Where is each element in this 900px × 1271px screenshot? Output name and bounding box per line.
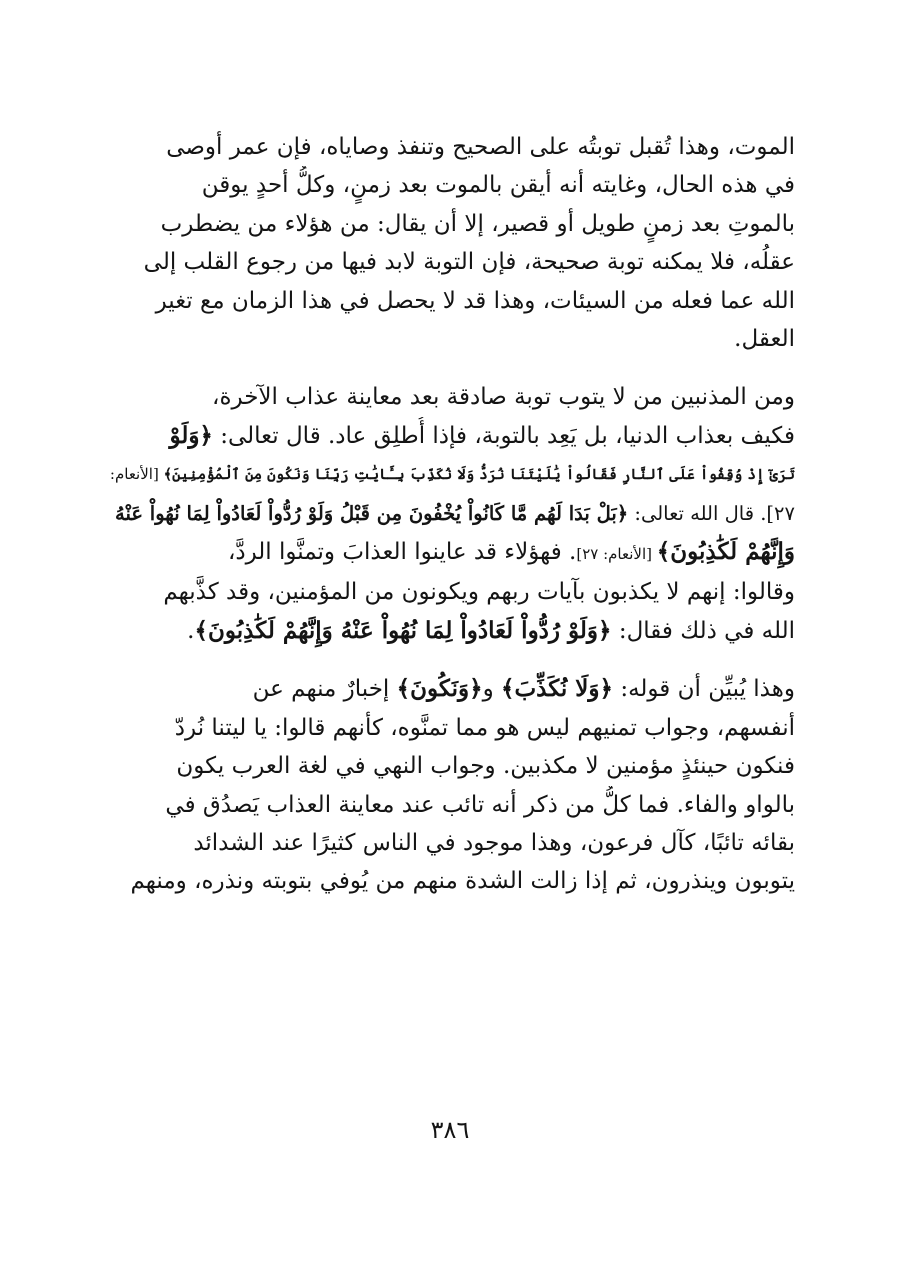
text-segment: ٢٧]. قال الله تعالى: [628, 501, 795, 525]
text-line [105, 495, 795, 533]
text-line [105, 747, 795, 785]
text-segment: . فهؤلاء قد عاينوا العذابَ وتمنَّوا الردَّ، [227, 539, 577, 566]
text-line [105, 166, 795, 204]
quran-verse: تَرَىٰٓ إِذْ وُقِفُواْ عَلَى ٱلنَّارِ فَقَالُواْ يَٰلَيْتَنَا نُرَدُّ وَلَا نُكَذِّبَ بِـَٔايَٰتِ رَبِّنَا وَنَكُونَ مِنَ ٱلْمُؤْمِنِينَ﴾ [163, 466, 795, 484]
text-line [105, 786, 795, 824]
text-segment: فكيف بعذاب الدنيا، بل يَعِد بالتوبة، فإذا أُطلِق عاد. قال تعالى: [212, 422, 795, 449]
text-line [105, 573, 795, 611]
text-line [105, 612, 795, 650]
text-segment: أنفسهم، وجواب تمنيهم ليس هو مما تمنَّوه، كأنهم قالوا: يا ليتنا نُردّ [174, 714, 795, 741]
quran-verse: ﴿وَلَوْ [169, 421, 213, 449]
text-line [105, 243, 795, 281]
text-segment: يتوبون وينذرون، ثم إذا زالت الشدة منهم من يُوفي بتوبته ونذره، ومنهم [130, 868, 795, 895]
text-line [105, 455, 795, 494]
text-segment: بقائه تائبًا، كآل فرعون، وهذا موجود في الناس كثيرًا عند الشدائد [193, 829, 795, 856]
text-line [105, 378, 795, 416]
text-segment: الله عما فعله من السيئات، وهذا قد لا يحصل في هذا الزمان مع تغير [155, 287, 795, 314]
text-segment: وقالوا: إنهم لا يكذبون بآيات ربهم ويكونون من المؤمنين، وقد كذَّبهم [163, 579, 795, 606]
text-line [105, 128, 795, 166]
paragraph [105, 378, 795, 650]
text-segment: الموت، وهذا تُقبل توبتُه على الصحيح وتنفذ وصاياه، فإن عمر أوصى [166, 134, 795, 160]
quran-verse: ﴿وَلَا نُكَذِّبَ﴾ [501, 675, 614, 703]
text-segment: بالواو والفاء. فما كلُّ من ذكر أنه تائب عند معاينة العذاب يَصدُق في [165, 791, 795, 818]
verse-reference: [الأنعام: ٢٧] [576, 545, 657, 564]
text-segment: ومن المذنبين من لا يتوب توبة صادقة بعد معاينة عذاب الآخرة، [212, 384, 795, 411]
text-segment: الله في ذلك فقال: [611, 617, 795, 644]
text-segment: فنكون حينئذٍ مؤمنين لا مكذبين. وجواب النهي في لغة العرب يكون [176, 753, 795, 780]
text-segment: . [187, 617, 195, 644]
quran-verse: ﴿وَلَوْ رُدُّواْ لَعَادُواْ لِمَا نُهُواْ عَنْهُ وَإِنَّهُمْ لَكَٰذِبُونَ﴾ [194, 616, 612, 644]
text-container [105, 128, 795, 901]
text-line [105, 282, 795, 320]
quran-verse: ﴿بَلْ بَدَا لَهُم مَّا كَانُواْ يُخْفُونَ مِن قَبْلُ وَلَوْ رُدُّواْ لَعَادُواْ لِمَا نُهُواْ عَنْهُ [115, 501, 629, 525]
text-line [105, 670, 795, 708]
quran-verse: وَإِنَّهُمْ لَكَٰذِبُونَ﴾ [656, 538, 795, 566]
verse-reference: [الأنعام: [109, 465, 164, 484]
quran-verse: ﴿وَنَكُونَ﴾ [396, 675, 483, 703]
text-line [105, 320, 795, 358]
text-segment: وهذا يُبيِّن أن قوله: [613, 676, 795, 703]
paragraph [105, 670, 795, 900]
text-line [105, 709, 795, 747]
text-line [105, 862, 795, 900]
text-segment: في هذه الحال، وغايته أنه أيقن بالموت بعد زمنٍ، وكلُّ أحدٍ يوقن [201, 172, 795, 199]
page-number: ٣٨٦ [430, 1116, 470, 1144]
text-line [105, 824, 795, 862]
text-segment: بالموتِ بعد زمنٍ طويل أو قصير، إلا أن يقال: من هؤلاء من يضطرب [160, 210, 795, 237]
paragraph [105, 128, 795, 358]
text-segment: عقلُه، فلا يمكنه توبة صحيحة، فإن التوبة لابد فيها من رجوع القلب إلى [143, 249, 795, 276]
text-segment: إخبارٌ منهم عن [252, 676, 397, 703]
text-segment: و [482, 676, 501, 703]
text-line [105, 533, 795, 573]
text-line [105, 205, 795, 243]
page-body [105, 128, 795, 901]
text-line [105, 417, 795, 455]
text-segment: العقل. [734, 326, 795, 353]
